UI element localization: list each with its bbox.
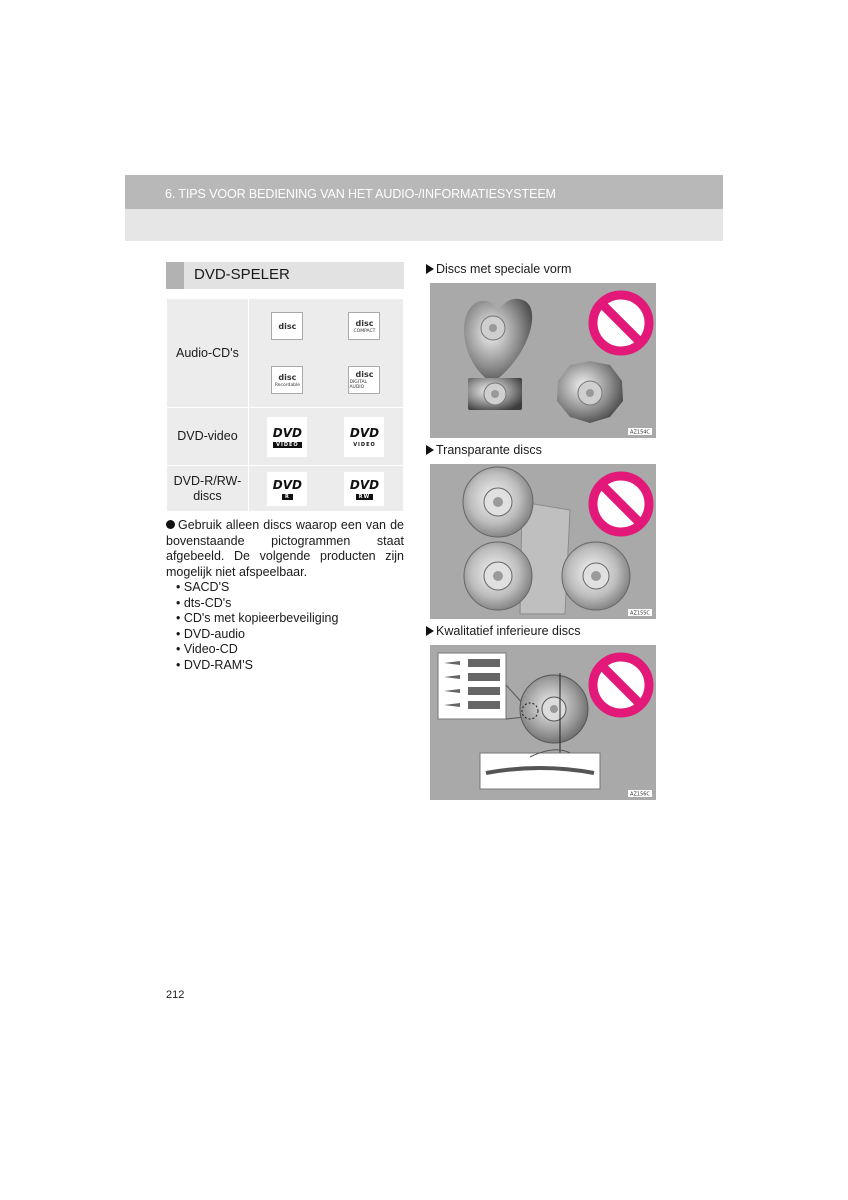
transparent-discs-figure [430,464,656,619]
usage-note [166,518,404,673]
special-shape-discs-figure [430,283,656,438]
dvd-rw-logo-icon: DVD RW [344,472,384,506]
cd-logo-icon: disc [271,312,303,340]
list-item: • DVD-audio [176,626,245,641]
row-label: DVD-video [167,408,249,466]
table-row [167,466,404,512]
inferior-discs-figure [430,645,656,800]
disc-format-table [166,298,404,512]
section-marker [166,262,184,289]
table-row [167,408,404,466]
row-label: Audio-CD's [167,299,249,408]
figure-title: Kwalitatief inferieure discs [426,624,581,638]
table-row [167,299,404,408]
figure-code: AZ155C [630,610,650,617]
dvd-video-logo-icon: DVD VIDEO [267,417,307,457]
section-title: DVD-SPELER [194,266,290,283]
list-item: • dts-CD's [176,595,232,610]
figure-code: AZ154C [630,429,650,436]
list-item: • DVD-RAM'S [176,657,253,672]
page-number: 212 [166,989,185,1001]
dvd-video-logo-icon: DVD VIDEO [344,417,384,457]
triangle-icon [426,264,434,274]
figure-code: AZ156C [630,791,650,798]
chapter-title: 6. TIPS VOOR BEDIENING VAN HET AUDIO-/INFORMATIESYSTEEM [165,187,556,201]
figure-title: Transparante discs [426,443,542,457]
list-item: • Video-CD [176,642,238,656]
triangle-icon [426,445,434,455]
cd-logo-icon: disc DIGITAL AUDIO [348,366,380,394]
list-item: • SACD'S [176,580,230,594]
triangle-icon [426,626,434,636]
cd-logo-icon: disc COMPACT [348,312,380,340]
list-item: • CD's met kopieerbeveiliging [176,611,339,625]
row-label: DVD-R/RW- discs [167,466,249,512]
header-band-lower [125,209,723,241]
dvd-r-logo-icon: DVD R [267,472,307,506]
usage-note-text: Gebruik alleen discs waarop een van de bovenstaande pictogrammen staat afgebeeld. De volgende producten zijn mogelijk niet afspeelbaar. [166,518,404,579]
figure-title: Discs met speciale vorm [426,262,571,276]
bullet-icon [166,520,175,529]
heart-disc-icon [464,299,532,383]
cd-logo-icon: disc Recordable [271,366,303,394]
